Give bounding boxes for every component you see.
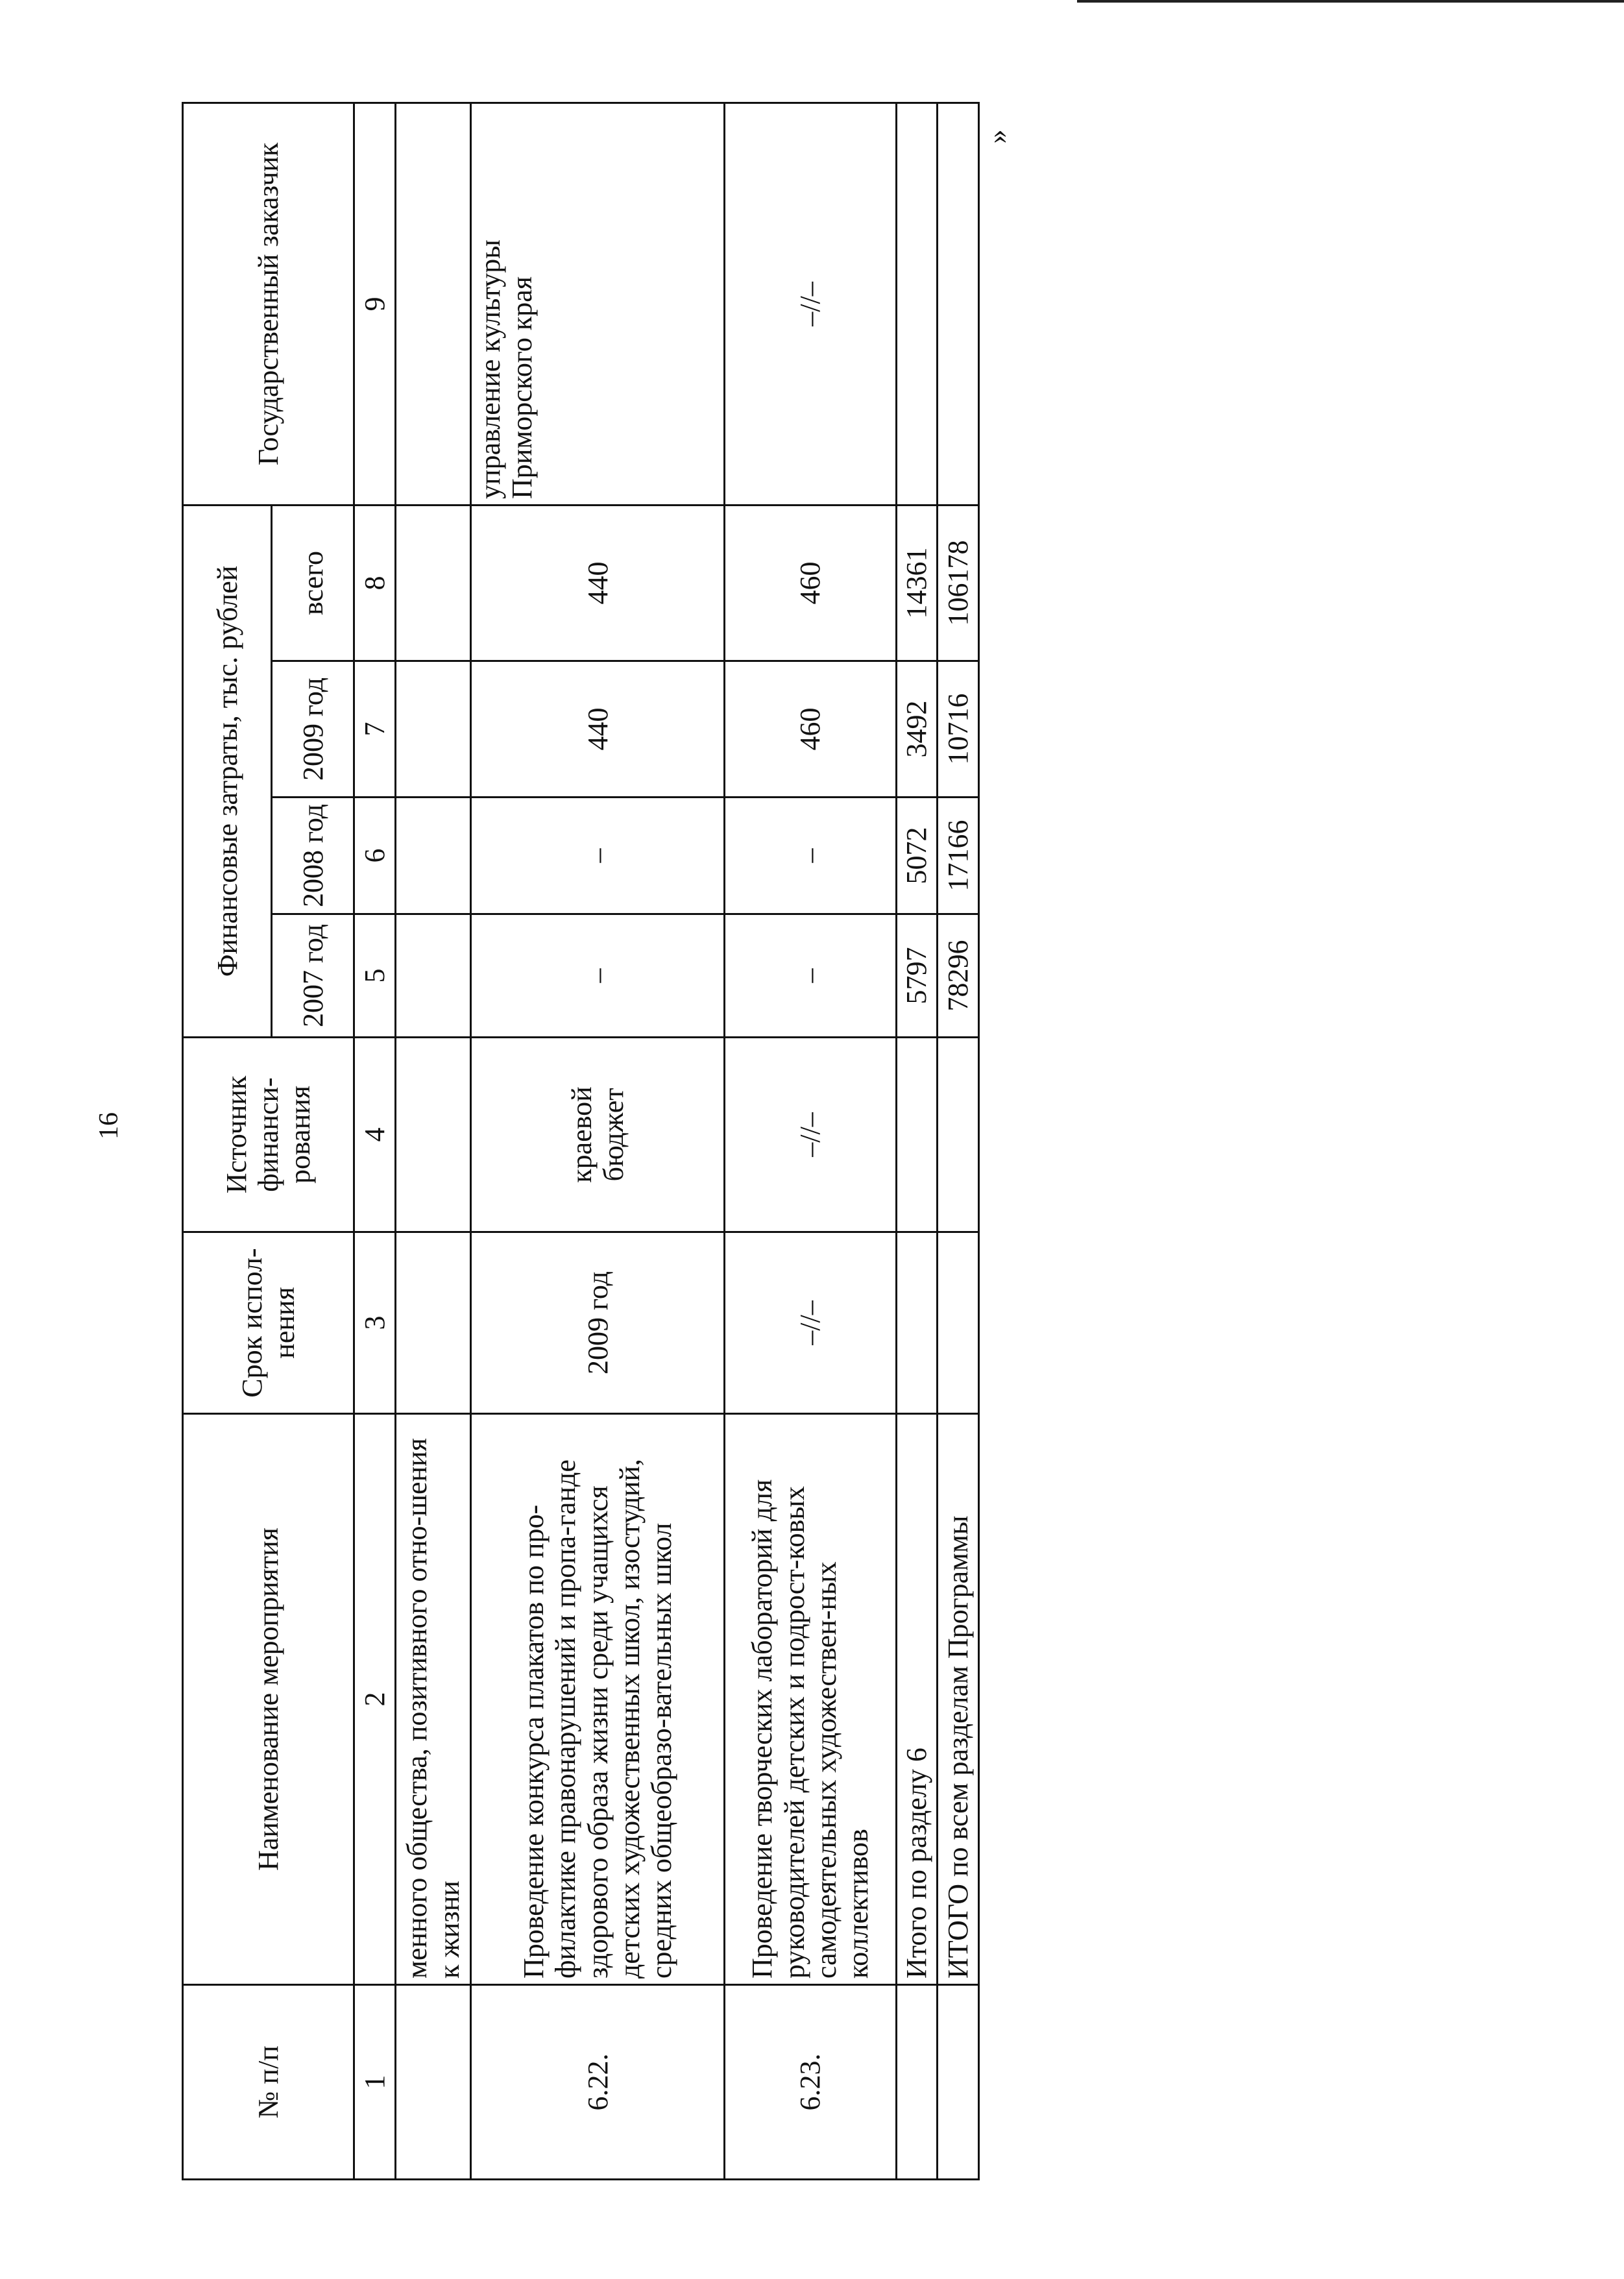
row-2009: 440 <box>471 661 725 798</box>
row-total: 106178 <box>938 505 979 661</box>
row-total <box>395 505 470 661</box>
financial-table <box>182 102 980 2180</box>
closing-quote <box>981 117 1013 156</box>
table-row <box>725 103 896 2179</box>
colnum-5: 5 <box>354 914 396 1038</box>
colnum-8: 8 <box>354 505 396 661</box>
page-number-text: 16 <box>94 1112 124 1140</box>
row-num <box>896 1985 938 2180</box>
top-rule <box>1077 0 1624 3</box>
row-2009 <box>395 661 470 798</box>
row-2009: 3492 <box>896 661 938 798</box>
colnum-9: 9 <box>354 103 396 505</box>
page-number <box>96 1097 122 1155</box>
row-2007: – <box>471 914 725 1038</box>
row-name: ИТОГО по всем разделам Программы <box>938 1414 979 1985</box>
row-2009: 460 <box>725 661 896 798</box>
column-number-row <box>354 103 396 2179</box>
colnum-1: 1 <box>354 1985 396 2180</box>
row-name: Проведение конкурса плакатов по про-филактике правонарушений и пропа-ганде здорового образа жизни среди учащихся детских художественных школ, изостудий, средних общеобразо-вательных школ <box>471 1414 725 1985</box>
table-row <box>471 103 725 2179</box>
colnum-4: 4 <box>354 1038 396 1232</box>
row-name: Проведение творческих лабораторий для руководителей детских и подрост-ковых самодеятельных художествен-ных коллективов <box>725 1414 896 1985</box>
colnum-3: 3 <box>354 1232 396 1414</box>
row-2008 <box>395 798 470 914</box>
row-num: 6.23. <box>725 1985 896 2180</box>
row-customer: управление культуры Приморского края <box>471 103 725 505</box>
header-2007: 2007 год <box>272 914 354 1038</box>
row-2008: – <box>725 798 896 914</box>
table-row <box>395 103 470 2179</box>
row-total: 460 <box>725 505 896 661</box>
row-source: краевой бюджет <box>471 1038 725 1232</box>
row-2009: 10716 <box>938 661 979 798</box>
row-num <box>938 1985 979 2180</box>
row-source <box>395 1038 470 1232</box>
header-finance: Финансовые затраты, тыс. рублей <box>183 505 272 1037</box>
row-customer: –//– <box>725 103 896 505</box>
row-customer-empty <box>395 103 470 505</box>
row-total: 440 <box>471 505 725 661</box>
rotated-table-container <box>182 104 980 2180</box>
row-term <box>395 1232 470 1414</box>
closing-quote-text: » <box>981 129 1013 143</box>
colnum-6: 6 <box>354 798 396 914</box>
row-2007: 5797 <box>896 914 938 1038</box>
row-name: Итого по разделу 6 <box>896 1414 938 1985</box>
row-term <box>938 1232 979 1414</box>
row-source: –//– <box>725 1038 896 1232</box>
header-customer: Государственный заказчик <box>183 103 354 505</box>
row-num <box>395 1985 470 2180</box>
row-total: 14361 <box>896 505 938 661</box>
header-source: Источник финанси-рования <box>183 1038 354 1232</box>
row-term: 2009 год <box>471 1232 725 1414</box>
header-total: всего <box>272 505 354 661</box>
row-2008: – <box>471 798 725 914</box>
header-2008: 2008 год <box>272 798 354 914</box>
row-customer-empty <box>896 103 938 505</box>
header-num: № п/п <box>183 1985 354 2180</box>
row-2008: 17166 <box>938 798 979 914</box>
row-2008: 5072 <box>896 798 938 914</box>
row-num: 6.22. <box>471 1985 725 2180</box>
table-row <box>938 103 979 2179</box>
header-name: Наименование мероприятия <box>183 1414 354 1985</box>
row-name: менного общества, позитивного отно-шения к жизни <box>395 1414 470 1985</box>
header-row-1 <box>183 103 272 2179</box>
header-2009: 2009 год <box>272 661 354 798</box>
row-2007: – <box>725 914 896 1038</box>
colnum-7: 7 <box>354 661 396 798</box>
row-term <box>896 1232 938 1414</box>
table-row <box>896 103 938 2179</box>
row-2007: 78296 <box>938 914 979 1038</box>
row-customer-empty <box>938 103 979 505</box>
row-2007 <box>395 914 470 1038</box>
row-source <box>896 1038 938 1232</box>
rotated-content <box>182 104 980 2180</box>
row-term: –//– <box>725 1232 896 1414</box>
header-term: Срок испол-нения <box>183 1232 354 1414</box>
colnum-2: 2 <box>354 1414 396 1985</box>
row-source <box>938 1038 979 1232</box>
